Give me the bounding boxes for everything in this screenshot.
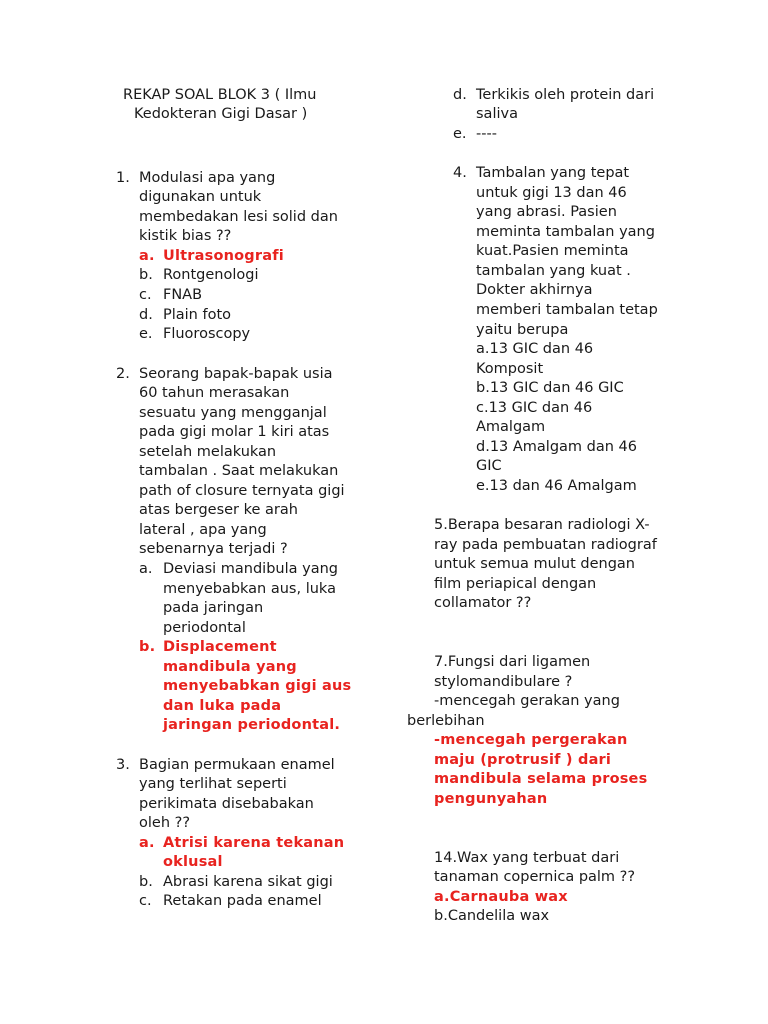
q1-option-c-letter: c. xyxy=(139,287,152,303)
q3-option-a-answer-line: oklusal xyxy=(163,854,223,870)
q14-line: 14.Wax yang terbuat dari xyxy=(434,850,620,866)
q4-line: tambalan yang kuat . xyxy=(476,263,631,279)
q1-line: membedakan lesi solid dan xyxy=(139,209,338,225)
q3-option-c-letter: c. xyxy=(139,893,152,909)
q7-line: stylomandibulare ? xyxy=(434,674,573,690)
q2-line: path of closure ternyata gigi xyxy=(139,483,345,499)
q3-option-a-answer-line: Atrisi karena tekanan xyxy=(163,835,345,851)
q2-option-b-answer-line: menyebabkan gigi aus xyxy=(163,678,352,694)
q4-option-line: d.13 Amalgam dan 46 xyxy=(476,439,637,455)
q4-option-line: e.13 dan 46 Amalgam xyxy=(476,478,637,494)
q2-line: pada gigi molar 1 kiri atas xyxy=(139,424,330,440)
doc-title-line2: Kedokteran Gigi Dasar ) xyxy=(134,106,308,122)
q3-option-d-line: Terkikis oleh protein dari xyxy=(476,87,655,103)
q2-line: 60 tahun merasakan xyxy=(139,385,290,401)
q4-line: untuk gigi 13 dan 46 xyxy=(476,185,627,201)
q5-line: collamator ?? xyxy=(434,595,532,611)
q3-option-b-letter: b. xyxy=(139,874,153,890)
q7-answer-line: pengunyahan xyxy=(434,791,548,807)
q5-line: untuk semua mulut dengan xyxy=(434,556,635,572)
q1-option-e-letter: e. xyxy=(139,326,153,342)
q4-line: Dokter akhirnya xyxy=(476,282,593,298)
q1-option-c: FNAB xyxy=(163,287,203,303)
q1-number: 1. xyxy=(116,170,130,186)
q7-answer-line: -mencegah pergerakan xyxy=(434,732,628,748)
q1-option-b-letter: b. xyxy=(139,267,153,283)
q2-option-b-answer-line: dan luka pada xyxy=(163,698,282,714)
q3-option-e-letter: e. xyxy=(453,126,467,142)
q2-option-a-letter: a. xyxy=(139,561,153,577)
q2-option-a-line: Deviasi mandibula yang xyxy=(163,561,338,577)
q2-option-b-answer-line: Displacement xyxy=(163,639,277,655)
q4-line: yaitu berupa xyxy=(476,322,569,338)
q2-option-b-answer-line: jaringan periodontal. xyxy=(163,717,341,733)
q3-option-c: Retakan pada enamel xyxy=(163,893,322,909)
q1-option-d-letter: d. xyxy=(139,307,153,323)
q4-line: memberi tambalan tetap xyxy=(476,302,658,318)
q3-line: oleh ?? xyxy=(139,815,191,831)
q1-line: kistik bias ?? xyxy=(139,228,232,244)
q3-number: 3. xyxy=(116,757,130,773)
q1-option-e: Fluoroscopy xyxy=(163,326,251,342)
q2-line: Seorang bapak-bapak usia xyxy=(139,366,333,382)
q3-option-a-letter: a. xyxy=(139,835,155,851)
q7-line: -mencegah gerakan yang xyxy=(434,693,620,709)
q2-line: sesuatu yang mengganjal xyxy=(139,405,327,421)
q1-line: Modulasi apa yang xyxy=(139,170,276,186)
q5-line: ray pada pembuatan radiograf xyxy=(434,537,657,553)
q1-option-b: Rontgenologi xyxy=(163,267,259,283)
q4-line: Tambalan yang tepat xyxy=(476,165,630,181)
q14-line: tanaman copernica palm ?? xyxy=(434,869,636,885)
q4-line: yang abrasi. Pasien xyxy=(476,204,617,220)
q5-line: film periapical dengan xyxy=(434,576,597,592)
q1-option-a-answer: Ultrasonografi xyxy=(163,248,284,264)
q5-line: 5.Berapa besaran radiologi X- xyxy=(434,517,650,533)
q3-option-d-line: saliva xyxy=(476,106,518,122)
q4-option-line: a.13 GIC dan 46 xyxy=(476,341,594,357)
q7-line: 7.Fungsi dari ligamen xyxy=(434,654,591,670)
q1-option-a-letter: a. xyxy=(139,248,155,264)
q2-line: atas bergeser ke arah xyxy=(139,502,298,518)
q2-line: setelah melakukan xyxy=(139,444,277,460)
q3-line: perikimata disebabakan xyxy=(139,796,314,812)
q7-answer-line: maju (protrusif ) dari xyxy=(434,752,612,768)
q3-option-d-letter: d. xyxy=(453,87,467,103)
q3-line: yang terlihat seperti xyxy=(139,776,287,792)
q2-option-b-answer-line: mandibula yang xyxy=(163,659,297,675)
q4-option-line: GIC xyxy=(476,458,502,474)
q4-line: kuat.Pasien meminta xyxy=(476,243,629,259)
q1-line: digunakan untuk xyxy=(139,189,262,205)
q2-line: sebenarnya terjadi ? xyxy=(139,541,288,557)
q2-option-a-line: periodontal xyxy=(163,620,246,636)
q2-line: tambalan . Saat melakukan xyxy=(139,463,339,479)
q4-option-line: b.13 GIC dan 46 GIC xyxy=(476,380,624,396)
q2-number: 2. xyxy=(116,366,130,382)
q3-option-e: ---- xyxy=(476,126,497,142)
q7-line: berlebihan xyxy=(407,713,485,729)
q2-option-b-letter: b. xyxy=(139,639,156,655)
q2-option-a-line: menyebabkan aus, luka xyxy=(163,581,336,597)
q4-option-line: Komposit xyxy=(476,361,544,377)
q3-line: Bagian permukaan enamel xyxy=(139,757,335,773)
q4-option-line: Amalgam xyxy=(476,419,546,435)
q4-option-line: c.13 GIC dan 46 xyxy=(476,400,593,416)
q4-number: 4. xyxy=(453,165,467,181)
q4-line: meminta tambalan yang xyxy=(476,224,655,240)
q3-option-b: Abrasi karena sikat gigi xyxy=(163,874,333,890)
q14-answer: a.Carnauba wax xyxy=(434,889,568,905)
q1-option-d: Plain foto xyxy=(163,307,232,323)
q7-answer-line: mandibula selama proses xyxy=(434,771,648,787)
q2-option-a-line: pada jaringan xyxy=(163,600,264,616)
q14-option-b: b.Candelila wax xyxy=(434,908,550,924)
doc-title-line1: REKAP SOAL BLOK 3 ( Ilmu xyxy=(123,87,317,103)
q2-line: lateral , apa yang xyxy=(139,522,267,538)
